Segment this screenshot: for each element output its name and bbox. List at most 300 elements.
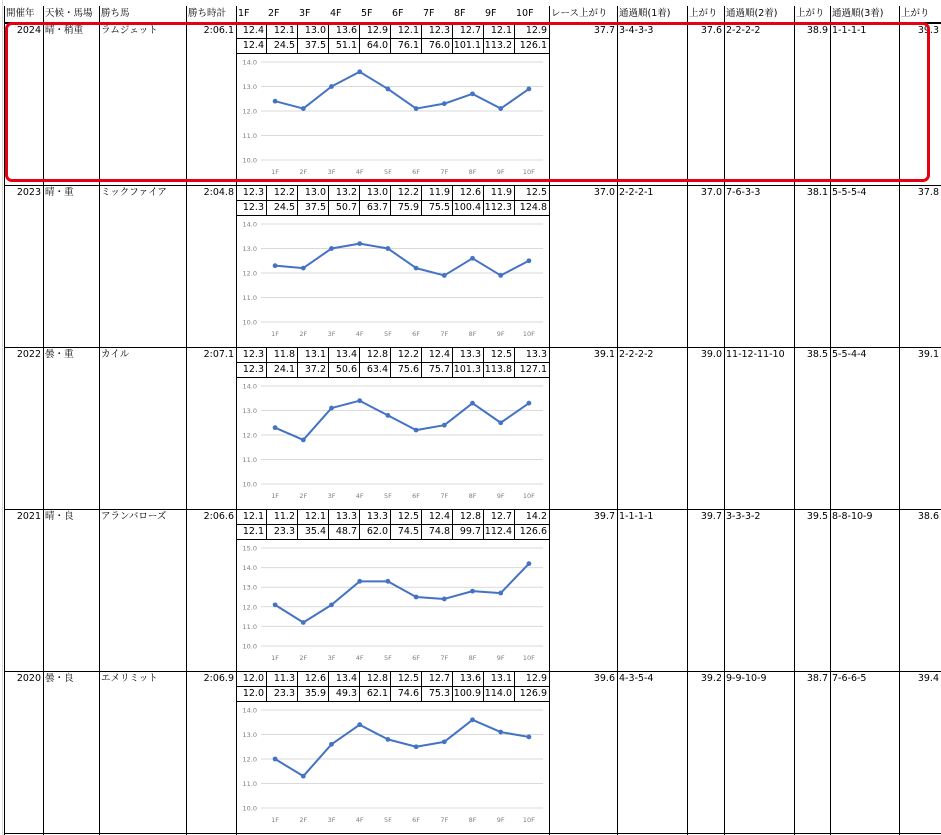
cell-cumulative[interactable]: 75.6 — [397, 364, 419, 375]
column-header[interactable]: 1F — [238, 8, 250, 19]
data-point — [301, 266, 306, 271]
cell-cumulative[interactable]: 101.3 — [453, 364, 481, 375]
cell-time[interactable]: 2:04.8 — [203, 187, 234, 198]
cell-winner[interactable]: ラムジェット — [101, 25, 158, 36]
column-header[interactable]: レース上がり — [551, 8, 608, 19]
x-tick-label: 4F — [355, 492, 364, 500]
column-header[interactable]: 勝ち馬 — [101, 8, 130, 19]
lap-chart-svg — [237, 54, 549, 182]
data-point — [414, 106, 419, 111]
cell-lap[interactable]: 13.6 — [459, 673, 481, 684]
cell-cumulative[interactable]: 74.8 — [428, 526, 450, 537]
cell-last3f-1st[interactable]: 39.7 — [700, 511, 722, 522]
x-tick-label: 6F — [412, 816, 421, 824]
cell-lap[interactable]: 13.3 — [525, 349, 547, 360]
column-header[interactable]: 上がり — [901, 8, 930, 19]
cell-cumulative[interactable]: 51.1 — [335, 40, 357, 51]
y-tick-label: 10.0 — [242, 156, 257, 165]
y-tick-label: 11.0 — [242, 456, 257, 464]
cell-cumulative[interactable]: 23.3 — [273, 526, 295, 537]
data-point — [273, 757, 278, 762]
data-point — [498, 273, 503, 278]
column-header[interactable]: 勝ち時計 — [188, 8, 227, 19]
y-tick-label: 10.0 — [242, 318, 257, 327]
cell-lap[interactable]: 13.4 — [335, 673, 357, 684]
cell-last3f-1st[interactable]: 37.6 — [700, 25, 722, 36]
y-tick-label: 13.0 — [242, 83, 257, 91]
series-line — [275, 401, 529, 440]
cell-lap[interactable]: 12.7 — [490, 511, 512, 522]
cell-winner[interactable]: カイル — [101, 349, 130, 360]
y-tick-label: 10.0 — [242, 480, 257, 489]
data-point — [498, 420, 503, 425]
cell-cumulative[interactable]: 62.1 — [366, 688, 388, 699]
cell-passing-1st[interactable]: 2-2-2-2 — [619, 349, 654, 360]
y-tick-label: 14.0 — [242, 220, 257, 229]
grid-line — [899, 6, 900, 835]
cell-last3f-2nd[interactable]: 38.1 — [806, 187, 828, 198]
data-point — [470, 256, 475, 261]
x-tick-label: 5F — [383, 168, 392, 176]
data-point — [498, 106, 503, 111]
cell-last3f-2nd[interactable]: 38.5 — [806, 349, 828, 360]
column-header[interactable]: 開催年 — [6, 8, 35, 19]
x-tick-label: 8F — [468, 816, 477, 824]
data-point — [470, 91, 475, 96]
x-tick-label: 10F — [522, 816, 535, 824]
cell-cumulative[interactable]: 12.3 — [242, 202, 264, 213]
y-tick-label: 12.0 — [242, 431, 257, 440]
lap-chart-svg — [237, 378, 549, 506]
cell-cumulative[interactable]: 12.3 — [242, 364, 264, 375]
lap-chart-svg — [237, 216, 549, 344]
column-header[interactable]: 4F — [330, 8, 342, 19]
series-line — [275, 564, 529, 623]
cell-last3f-3rd[interactable]: 39.4 — [917, 673, 939, 684]
cell-cumulative[interactable]: 50.7 — [335, 202, 357, 213]
data-point — [301, 106, 306, 111]
x-tick-label: 3F — [327, 168, 336, 176]
cell-time[interactable]: 2:06.9 — [203, 673, 234, 684]
data-point — [329, 246, 334, 251]
y-tick-label: 13.0 — [242, 583, 257, 592]
x-tick-label: 7F — [440, 816, 449, 824]
cell-passing-1st[interactable]: 1-1-1-1 — [619, 511, 654, 522]
cell-cumulative[interactable]: 23.3 — [273, 688, 295, 699]
cell-lap[interactable]: 12.9 — [525, 673, 547, 684]
cell-passing-2nd[interactable]: 2-2-2-2 — [726, 25, 761, 36]
cell-passing-2nd[interactable]: 9-9-10-9 — [726, 673, 767, 684]
sheet-gridline — [2, 0, 3, 835]
cell-lap[interactable]: 12.1 — [490, 25, 512, 36]
data-point — [414, 266, 419, 271]
cell-race-last3f[interactable]: 39.1 — [593, 349, 615, 360]
cell-last3f-1st[interactable]: 39.2 — [700, 673, 722, 684]
cell-year[interactable]: 2020 — [16, 673, 41, 684]
data-point — [527, 87, 532, 92]
lap-chart[interactable] — [237, 702, 549, 830]
x-tick-label: 2F — [299, 492, 308, 500]
cell-lap[interactable]: 12.7 — [428, 673, 450, 684]
x-tick-label: 5F — [383, 816, 392, 824]
x-tick-label: 8F — [468, 330, 477, 338]
x-tick-label: 2F — [299, 330, 308, 338]
cell-passing-1st[interactable]: 3-4-3-3 — [619, 25, 654, 36]
cell-race-last3f[interactable]: 39.6 — [593, 673, 615, 684]
grid-line — [186, 6, 187, 835]
x-tick-label: 10F — [522, 492, 535, 500]
cell-cumulative[interactable]: 74.5 — [397, 526, 419, 537]
cell-lap[interactable]: 11.2 — [273, 511, 295, 522]
column-header[interactable]: 10F — [516, 8, 534, 19]
data-point — [357, 69, 362, 74]
x-tick-label: 5F — [383, 492, 392, 500]
cell-lap[interactable]: 12.3 — [242, 349, 264, 360]
cell-lap[interactable]: 11.8 — [273, 349, 295, 360]
cell-cumulative[interactable]: 124.8 — [519, 202, 547, 213]
data-point — [386, 579, 391, 584]
cell-passing-3rd[interactable]: 1-1-1-1 — [832, 25, 867, 36]
cell-last3f-2nd[interactable]: 38.7 — [806, 673, 828, 684]
cell-cumulative[interactable]: 12.4 — [242, 40, 264, 51]
x-tick-label: 3F — [327, 492, 336, 500]
data-point — [357, 722, 362, 727]
cell-year[interactable]: 2022 — [16, 349, 41, 360]
cell-winner[interactable]: ミックファイア — [101, 187, 167, 198]
cell-cumulative[interactable]: 35.9 — [304, 688, 326, 699]
cell-lap[interactable]: 12.3 — [428, 25, 450, 36]
cell-lap[interactable]: 12.5 — [525, 187, 547, 198]
cell-lap[interactable]: 13.3 — [459, 349, 481, 360]
cell-cumulative[interactable]: 37.5 — [304, 40, 326, 51]
cell-cumulative[interactable]: 24.5 — [273, 202, 295, 213]
cell-lap[interactable]: 13.0 — [304, 187, 326, 198]
data-point — [527, 561, 532, 566]
column-header[interactable]: 上がり — [796, 8, 825, 19]
cell-race-last3f[interactable]: 37.0 — [593, 187, 615, 198]
cell-cumulative[interactable]: 127.1 — [519, 364, 547, 375]
cell-year[interactable]: 2021 — [16, 511, 41, 522]
x-tick-label: 8F — [468, 168, 477, 176]
cell-winner[interactable]: エメリミット — [101, 673, 158, 684]
x-tick-label: 2F — [299, 168, 308, 176]
cell-cumulative[interactable]: 75.9 — [397, 202, 419, 213]
cell-cumulative[interactable]: 113.8 — [484, 364, 512, 375]
cell-winner[interactable]: アランバローズ — [101, 511, 167, 522]
cell-lap[interactable]: 13.6 — [335, 25, 357, 36]
cell-lap[interactable]: 12.9 — [366, 25, 388, 36]
data-point — [470, 589, 475, 594]
column-header[interactable]: 通過順(1着) — [619, 8, 671, 19]
cell-lap[interactable]: 13.0 — [304, 25, 326, 36]
cell-cumulative[interactable]: 49.3 — [335, 688, 357, 699]
cell-passing-2nd[interactable]: 7-6-3-3 — [726, 187, 761, 198]
cell-weather[interactable]: 晴・稍重 — [45, 25, 84, 36]
y-tick-label: 10.0 — [242, 804, 257, 813]
cell-passing-1st[interactable]: 4-3-5-4 — [619, 673, 654, 684]
cell-cumulative[interactable]: 37.2 — [304, 364, 326, 375]
cell-cumulative[interactable]: 99.7 — [459, 526, 481, 537]
cell-year[interactable]: 2024 — [16, 25, 41, 36]
y-tick-label: 13.0 — [242, 731, 257, 739]
grid-line — [830, 6, 831, 835]
x-tick-label: 3F — [327, 816, 336, 824]
column-header[interactable]: 9F — [485, 8, 497, 19]
cell-cumulative[interactable]: 113.2 — [484, 40, 512, 51]
cell-cumulative[interactable]: 112.4 — [484, 526, 512, 537]
cell-lap[interactable]: 12.1 — [242, 511, 264, 522]
cell-lap[interactable]: 12.1 — [397, 25, 419, 36]
cell-lap[interactable]: 12.5 — [397, 511, 419, 522]
cell-lap[interactable]: 12.8 — [459, 511, 481, 522]
x-tick-label: 1F — [271, 654, 280, 662]
cell-cumulative[interactable]: 100.4 — [453, 202, 481, 213]
cell-weather[interactable]: 曇・重 — [45, 349, 74, 360]
cell-cumulative[interactable]: 101.1 — [453, 40, 481, 51]
data-point — [386, 246, 391, 251]
x-tick-label: 6F — [412, 330, 421, 338]
cell-last3f-3rd[interactable]: 39.3 — [917, 25, 939, 36]
cell-lap[interactable]: 13.3 — [335, 511, 357, 522]
lap-chart[interactable] — [237, 378, 549, 506]
column-header[interactable]: 5F — [361, 8, 373, 19]
cell-passing-2nd[interactable]: 11-12-11-10 — [726, 349, 785, 360]
column-header[interactable]: 通過順(2着) — [726, 8, 778, 19]
column-header[interactable]: 通過順(3着) — [832, 8, 884, 19]
y-tick-label: 13.0 — [242, 407, 257, 415]
lap-chart[interactable] — [237, 540, 549, 668]
lap-chart-svg — [237, 702, 549, 830]
x-tick-label: 6F — [412, 168, 421, 176]
cell-lap[interactable]: 13.4 — [335, 349, 357, 360]
y-tick-label: 14.0 — [242, 564, 257, 573]
data-point — [414, 595, 419, 600]
cell-lap[interactable]: 12.0 — [242, 673, 264, 684]
x-tick-label: 4F — [355, 168, 364, 176]
data-point — [273, 425, 278, 430]
data-point — [386, 87, 391, 92]
cell-last3f-1st[interactable]: 37.0 — [700, 187, 722, 198]
lap-chart[interactable] — [237, 54, 549, 182]
cell-lap[interactable]: 12.4 — [428, 349, 450, 360]
cell-cumulative[interactable]: 48.7 — [335, 526, 357, 537]
cell-lap[interactable]: 12.6 — [459, 187, 481, 198]
cell-lap[interactable]: 12.5 — [490, 349, 512, 360]
cell-passing-3rd[interactable]: 8-8-10-9 — [832, 511, 873, 522]
cell-race-last3f[interactable]: 39.7 — [593, 511, 615, 522]
cell-cumulative[interactable]: 37.5 — [304, 202, 326, 213]
cell-weather[interactable]: 晴・重 — [45, 187, 74, 198]
cell-lap[interactable]: 12.6 — [304, 673, 326, 684]
cell-cumulative[interactable]: 126.1 — [519, 40, 547, 51]
cell-lap[interactable]: 12.5 — [397, 673, 419, 684]
data-point — [301, 620, 306, 625]
lap-chart-svg — [237, 540, 549, 668]
cell-cumulative[interactable]: 35.4 — [304, 526, 326, 537]
column-header[interactable]: 6F — [392, 8, 404, 19]
cell-lap[interactable]: 13.2 — [335, 187, 357, 198]
cell-lap[interactable]: 13.1 — [490, 673, 512, 684]
data-point — [386, 413, 391, 418]
cell-cumulative[interactable]: 74.6 — [397, 688, 419, 699]
cell-cumulative[interactable]: 24.1 — [273, 364, 295, 375]
data-point — [386, 737, 391, 742]
x-tick-label: 9F — [496, 816, 505, 824]
data-point — [357, 579, 362, 584]
cell-year[interactable]: 2023 — [16, 187, 41, 198]
data-point — [527, 401, 532, 406]
data-point — [442, 101, 447, 106]
x-tick-label: 2F — [299, 654, 308, 662]
cell-lap[interactable]: 12.4 — [428, 511, 450, 522]
y-tick-label: 11.0 — [242, 132, 257, 140]
column-header[interactable]: 上がり — [689, 8, 718, 19]
cell-cumulative[interactable]: 75.3 — [428, 688, 450, 699]
cell-passing-2nd[interactable]: 3-3-3-2 — [726, 511, 761, 522]
grid-line — [617, 6, 618, 835]
x-tick-label: 8F — [468, 654, 477, 662]
data-point — [357, 241, 362, 246]
cell-race-last3f[interactable]: 37.7 — [593, 25, 615, 36]
cell-passing-3rd[interactable]: 5-5-5-4 — [832, 187, 867, 198]
cell-last3f-2nd[interactable]: 38.9 — [806, 25, 828, 36]
cell-cumulative[interactable]: 100.9 — [453, 688, 481, 699]
cell-passing-3rd[interactable]: 5-5-4-4 — [832, 349, 867, 360]
cell-lap[interactable]: 12.1 — [273, 25, 295, 36]
cell-cumulative[interactable]: 24.5 — [273, 40, 295, 51]
grid-line — [794, 6, 795, 835]
x-tick-label: 7F — [440, 330, 449, 338]
cell-cumulative[interactable]: 63.4 — [366, 364, 388, 375]
cell-cumulative[interactable]: 76.0 — [428, 40, 450, 51]
cell-cumulative[interactable]: 64.0 — [366, 40, 388, 51]
grid-line — [43, 6, 44, 835]
x-tick-label: 7F — [440, 168, 449, 176]
data-point — [442, 739, 447, 744]
grid-line — [724, 6, 725, 835]
data-point — [470, 717, 475, 722]
cell-lap[interactable]: 13.1 — [304, 349, 326, 360]
grid-line — [99, 6, 100, 835]
data-point — [329, 602, 334, 607]
cell-lap[interactable]: 11.9 — [428, 187, 450, 198]
cell-cumulative[interactable]: 112.3 — [484, 202, 512, 213]
column-header[interactable]: 3F — [299, 8, 311, 19]
cell-lap[interactable]: 11.3 — [273, 673, 295, 684]
cell-lap[interactable]: 12.8 — [366, 349, 388, 360]
data-point — [414, 428, 419, 433]
y-tick-label: 14.0 — [242, 706, 257, 715]
y-tick-label: 12.0 — [242, 269, 257, 278]
cell-last3f-3rd[interactable]: 39.1 — [917, 349, 939, 360]
cell-cumulative[interactable]: 12.0 — [242, 688, 264, 699]
cell-time[interactable]: 2:06.1 — [203, 25, 234, 36]
x-tick-label: 5F — [383, 654, 392, 662]
cell-time[interactable]: 2:07.1 — [203, 349, 234, 360]
cell-time[interactable]: 2:06.6 — [203, 511, 234, 522]
x-tick-label: 1F — [271, 330, 280, 338]
cell-lap[interactable]: 12.9 — [525, 25, 547, 36]
grid-line — [549, 6, 550, 835]
x-tick-label: 8F — [468, 492, 477, 500]
x-tick-label: 6F — [412, 654, 421, 662]
x-tick-label: 10F — [522, 330, 535, 338]
cell-lap[interactable]: 12.8 — [366, 673, 388, 684]
cell-lap[interactable]: 13.3 — [366, 511, 388, 522]
cell-last3f-3rd[interactable]: 38.6 — [917, 511, 939, 522]
x-tick-label: 1F — [271, 492, 280, 500]
data-point — [357, 398, 362, 403]
y-tick-label: 11.0 — [242, 622, 257, 631]
x-tick-label: 3F — [327, 330, 336, 338]
cell-last3f-1st[interactable]: 39.0 — [700, 349, 722, 360]
x-tick-label: 10F — [522, 654, 535, 662]
y-tick-label: 11.0 — [242, 780, 257, 788]
cell-lap[interactable]: 12.2 — [397, 187, 419, 198]
x-tick-label: 9F — [496, 168, 505, 176]
cell-cumulative[interactable]: 62.0 — [366, 526, 388, 537]
cell-cumulative[interactable]: 114.0 — [484, 688, 512, 699]
cell-weather[interactable]: 曇・良 — [45, 673, 74, 684]
cell-cumulative[interactable]: 63.7 — [366, 202, 388, 213]
cell-cumulative[interactable]: 75.7 — [428, 364, 450, 375]
cell-passing-3rd[interactable]: 7-6-6-5 — [832, 673, 867, 684]
cell-cumulative[interactable]: 76.1 — [397, 40, 419, 51]
cell-passing-1st[interactable]: 2-2-2-1 — [619, 187, 654, 198]
series-line — [275, 72, 529, 109]
lap-chart[interactable] — [237, 216, 549, 344]
x-tick-label: 4F — [355, 330, 364, 338]
cell-last3f-2nd[interactable]: 39.5 — [806, 511, 828, 522]
cell-lap[interactable]: 12.4 — [242, 25, 264, 36]
cell-lap[interactable]: 12.2 — [273, 187, 295, 198]
y-tick-label: 13.0 — [242, 245, 257, 253]
x-tick-label: 7F — [440, 654, 449, 662]
x-tick-label: 4F — [355, 816, 364, 824]
data-point — [442, 273, 447, 278]
column-header[interactable]: 8F — [454, 8, 466, 19]
grid-line — [4, 6, 5, 835]
cell-cumulative[interactable]: 50.6 — [335, 364, 357, 375]
x-tick-label: 3F — [327, 654, 336, 662]
cell-lap[interactable]: 11.9 — [490, 187, 512, 198]
y-tick-label: 12.0 — [242, 603, 257, 612]
column-header[interactable]: 7F — [423, 8, 435, 19]
cell-lap[interactable]: 13.0 — [366, 187, 388, 198]
x-tick-label: 6F — [412, 492, 421, 500]
y-tick-label: 14.0 — [242, 58, 257, 67]
y-tick-label: 11.0 — [242, 294, 257, 302]
cell-lap[interactable]: 14.2 — [525, 511, 547, 522]
grid-line — [4, 833, 941, 834]
cell-cumulative[interactable]: 75.5 — [428, 202, 450, 213]
data-point — [273, 99, 278, 104]
grid-line — [687, 6, 688, 835]
cell-last3f-3rd[interactable]: 37.8 — [917, 187, 939, 198]
cell-lap[interactable]: 12.7 — [459, 25, 481, 36]
column-header[interactable]: 天候・馬場 — [45, 8, 93, 19]
data-point — [498, 730, 503, 735]
data-point — [273, 263, 278, 268]
cell-lap[interactable]: 12.2 — [397, 349, 419, 360]
cell-cumulative[interactable]: 126.9 — [519, 688, 547, 699]
cell-weather[interactable]: 晴・良 — [45, 511, 74, 522]
cell-cumulative[interactable]: 126.6 — [519, 526, 547, 537]
column-header[interactable]: 2F — [268, 8, 280, 19]
cell-lap[interactable]: 12.1 — [304, 511, 326, 522]
cell-lap[interactable]: 12.3 — [242, 187, 264, 198]
cell-cumulative[interactable]: 12.1 — [242, 526, 264, 537]
